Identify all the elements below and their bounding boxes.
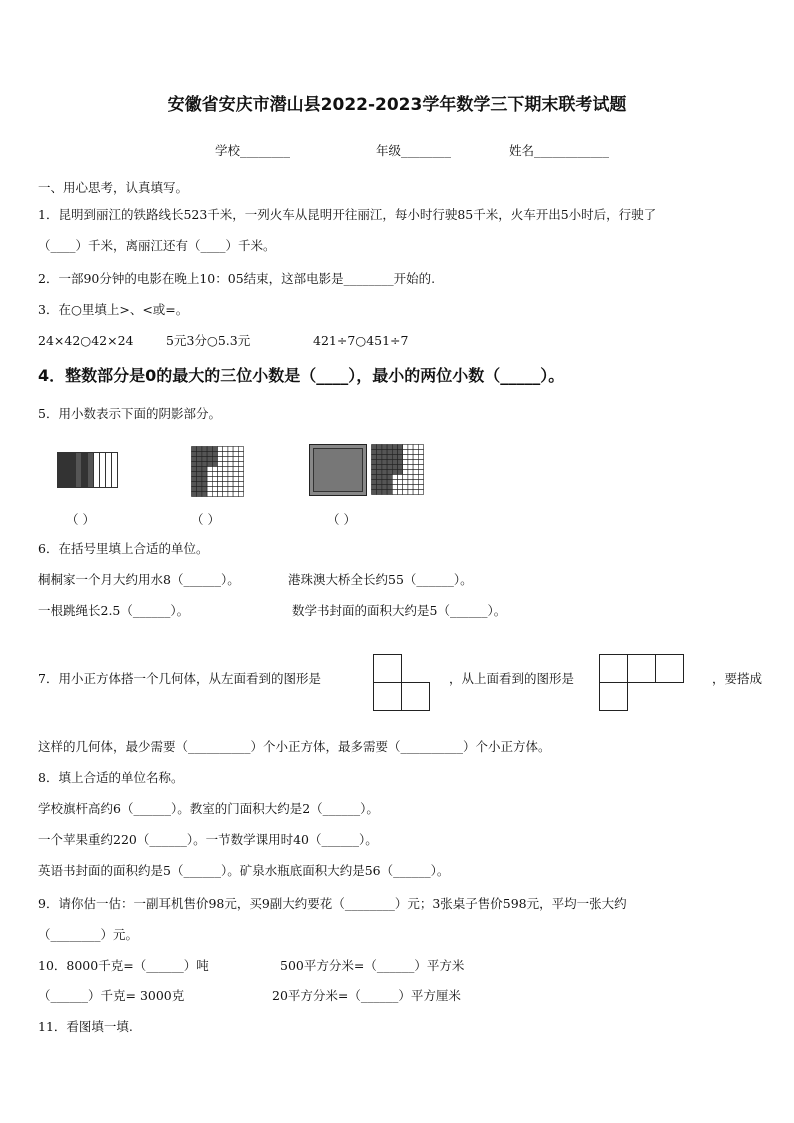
- question-8-item: 一个苹果重约220（______）。一节数学课用时40（______）。: [38, 832, 378, 847]
- strip-figure: [57, 452, 119, 488]
- section-heading: 一、用心思考，认真填写。: [38, 180, 189, 195]
- question-6-item: 数学书封面的面积大约是5（______）。: [292, 603, 507, 618]
- question-11: 11．看图填一填.: [38, 1019, 133, 1034]
- answer-blank: （ ）: [66, 512, 95, 527]
- question-8-item: 英语书封面的面积约是5（______）。矿泉水瓶底面积大约是56（______）。: [38, 863, 450, 878]
- question-10-item: 500平方分米=（______）平方米: [280, 958, 465, 973]
- question-6-item: 一根跳绳长2.5（______）。: [38, 603, 190, 618]
- question-9-line-1: 9．请你估一估：一副耳机售价98元，买9副大约要花（________）元；3张桌子售价598元，平均一张大约: [38, 896, 627, 911]
- question-3-item: 5元3分○5.3元: [166, 333, 251, 348]
- question-6-item: 港珠澳大桥全长约55（______）。: [288, 572, 473, 587]
- name-field: 姓名____________: [509, 143, 610, 158]
- question-3-item: 421÷7○451÷7: [313, 333, 409, 348]
- question-7-part-1: 7．用小正方体搭一个几何体，从左面看到的图形是: [38, 671, 321, 686]
- question-10-item: （______）千克= 3000克: [38, 988, 185, 1003]
- question-7-part-3: ，要搭成: [712, 671, 763, 686]
- top-view-figure: [599, 654, 689, 712]
- question-7-line-2: 这样的几何体，最少需要（__________）个小正方体，最多需要（__________）个小正方体。: [38, 739, 551, 754]
- question-1-line-2: （____）千米，离丽江还有（____）千米。: [38, 238, 276, 253]
- question-6-item: 桐桐家一个月大约用水8（______）。: [38, 572, 240, 587]
- school-field: 学校________: [215, 143, 291, 158]
- page-title: 安徽省安庆市潜山县2022-2023学年数学三下期末联考试题: [167, 95, 627, 115]
- question-3: 3．在○里填上>、<或=。: [38, 302, 189, 317]
- question-4: 4．整数部分是0的最大的三位小数是（____），最小的两位小数（_____）。: [38, 366, 565, 385]
- answer-blank: （ ）: [327, 512, 356, 527]
- question-2: 2．一部90分钟的电影在晚上10：05结束，这部电影是________开始的.: [38, 271, 436, 286]
- grade-field: 年级________: [376, 143, 452, 158]
- answer-blank: （ ）: [191, 512, 220, 527]
- left-view-figure: [373, 654, 433, 712]
- question-10-item: 10．8000千克=（______）吨: [38, 958, 209, 973]
- question-5: 5．用小数表示下面的阴影部分。: [38, 406, 221, 421]
- question-8: 8．填上合适的单位名称。: [38, 770, 184, 785]
- question-1-line-1: 1．昆明到丽江的铁路线长523千米，一列火车从昆明开往丽江，每小时行驶85千米，火车开出5小时后，行驶了: [38, 207, 657, 222]
- question-6: 6．在括号里填上合适的单位。: [38, 541, 209, 556]
- question-3-item: 24×42○42×24: [38, 333, 134, 348]
- question-7-part-2: ，从上面看到的图形是: [449, 671, 575, 686]
- grid-figure: [191, 446, 245, 497]
- question-10-item: 20平方分米=（______）平方厘米: [272, 988, 461, 1003]
- square-grid-figure: [309, 444, 425, 498]
- question-8-item: 学校旗杆高约6（______）。教室的门面积大约是2（______）。: [38, 801, 379, 816]
- question-9-line-2: （________）元。: [38, 927, 139, 942]
